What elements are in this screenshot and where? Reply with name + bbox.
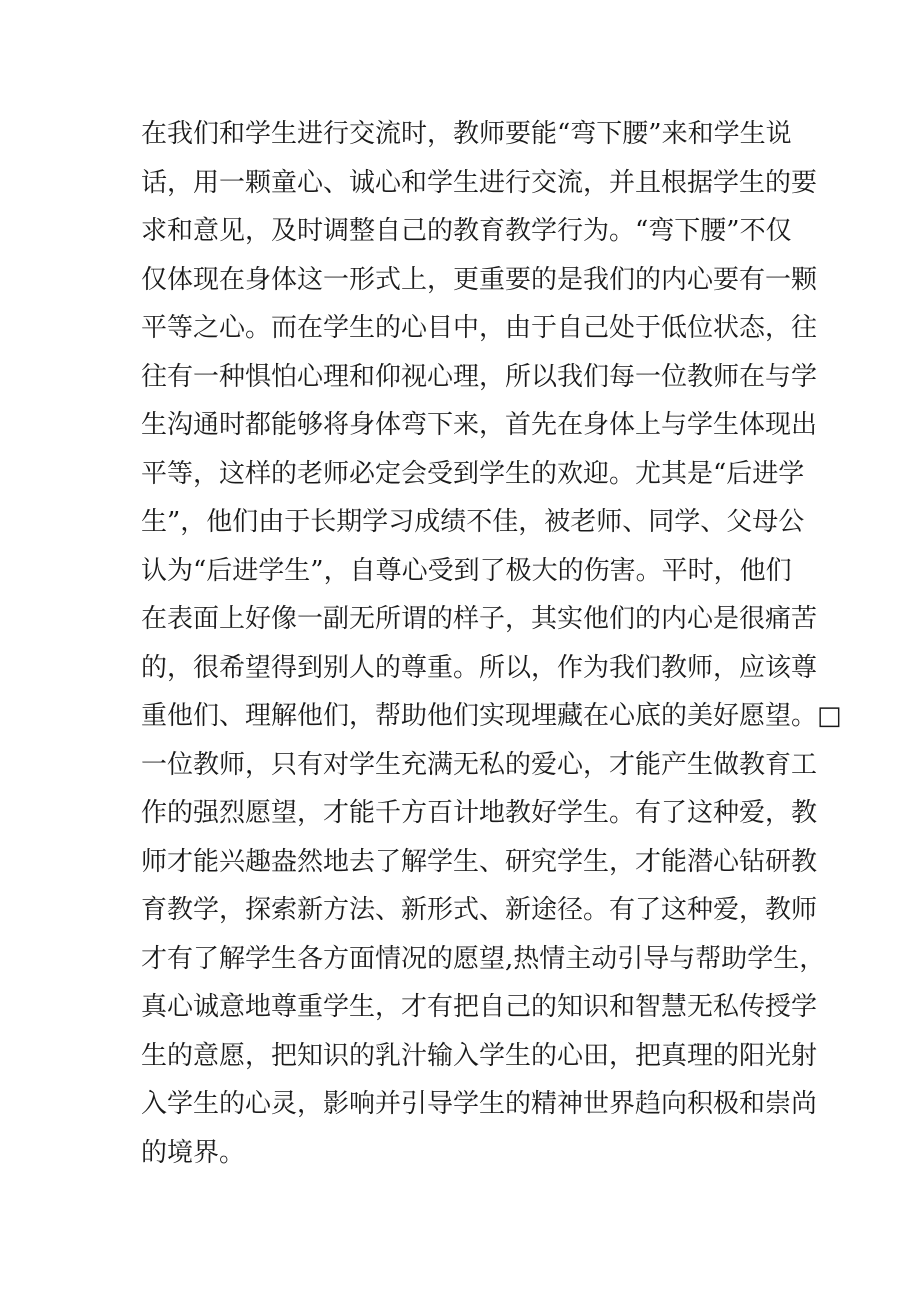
text-line: 认为“后进学生”，自尊心受到了极大的伤害。平时，他们 [141,555,792,586]
text-line: 生沟通时都能够将身体弯下来，首先在身体上与学生体现出 [141,410,818,440]
text-line: 才有了解学生各方面情况的愿望,热情主动引导与帮助学生， [141,943,826,974]
text-line: 的境界。 [141,1137,246,1168]
text-line: 往有一种惧怕心理和仰视心理，所以我们每一位教师在与学 [141,361,818,392]
text-line: 话，用一颗童心、诚心和学生进行交流，并且根据学生的要 [141,167,818,198]
text-line: 求和意见，及时调整自己的教育教学行为。“弯下腰”不仅 [141,216,792,246]
text-line: 平等，这样的老师必定会受到学生的欢迎。尤其是“后进学 [141,458,805,489]
text-line: 一位教师，只有对学生充满无私的爱心，才能产生做教育工 [141,749,818,780]
text-line: 作的强烈愿望，才能千方百计地教好学生。有了这种爱，教 [141,798,818,828]
text-line: 重他们、理解他们，帮助他们实现埋藏在心底的美好愿望。□ [141,701,842,731]
text-line: 在我们和学生进行交流时，教师要能“弯下腰”来和学生说 [141,119,792,149]
body-text [141,110,842,1177]
text-line: 在表面上好像一副无所谓的样子，其实他们的内心是很痛苦 [141,604,818,634]
text-line: 真心诚意地尊重学生，才有把自己的知识和智慧无私传授学 [141,992,818,1022]
text-line: 师才能兴趣盎然地去了解学生、研究学生，才能潜心钻研教 [141,846,818,877]
text-line: 育教学，探索新方法、新形式、新途径。有了这种爱，教师 [141,895,818,925]
text-line: 的，很希望得到别人的尊重。所以，作为我们教师，应该尊 [141,652,818,683]
text-line: 平等之心。而在学生的心目中，由于自己处于低位状态，往 [141,313,818,343]
text-line: 生的意愿，把知识的乳汁输入学生的心田，把真理的阳光射 [141,1040,818,1071]
text-line: 生”，他们由于长期学习成绩不佳，被老师、同学、父母公 [141,507,805,537]
text-line: 仅体现在身体这一形式上，更重要的是我们的内心要有一颗 [141,264,818,295]
text-line: 入学生的心灵，影响并引导学生的精神世界趋向积极和崇尚 [141,1089,818,1119]
